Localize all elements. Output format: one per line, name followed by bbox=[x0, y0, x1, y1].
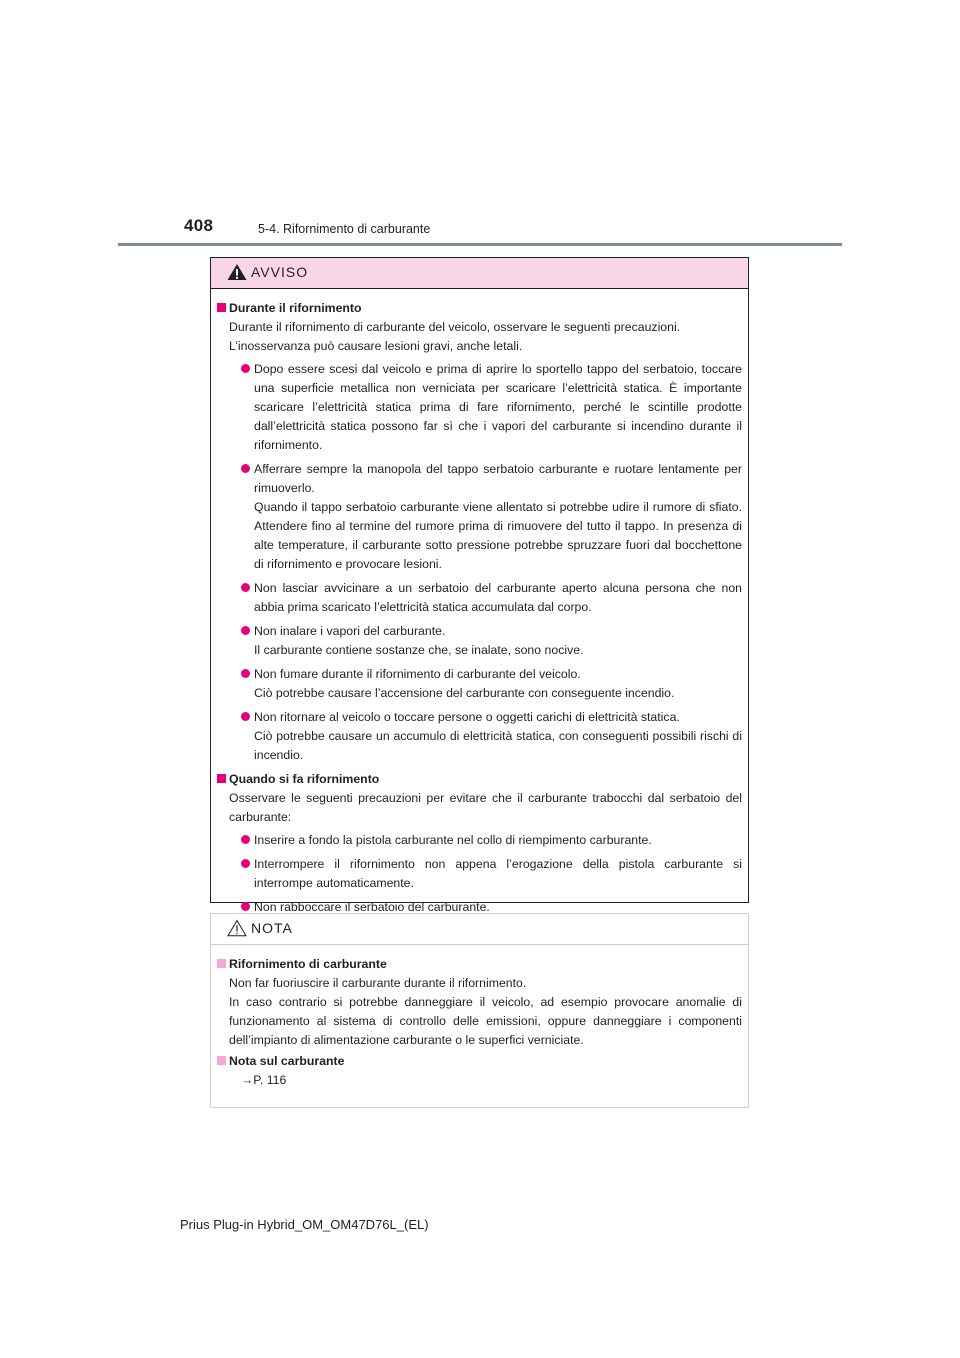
square-bullet-icon bbox=[217, 959, 226, 968]
page-number: 408 bbox=[184, 216, 214, 235]
square-bullet-icon bbox=[217, 303, 226, 312]
section-title: 5-4. Rifornimento di carburante bbox=[258, 222, 431, 236]
bullet-item bbox=[229, 579, 742, 617]
bullet-text: Ciò potrebbe causare un accumulo di elettricità statica, con conseguenti possibili rischi di incendio. bbox=[254, 729, 742, 762]
section-heading: Durante il rifornimento bbox=[229, 301, 362, 315]
body-line: Durante il rifornimento di carburante del veicolo, osservare le seguenti precauzioni. bbox=[229, 320, 681, 334]
section-body bbox=[229, 318, 742, 356]
note-header bbox=[211, 914, 748, 945]
note-content bbox=[211, 945, 748, 1090]
bullet-item bbox=[229, 708, 742, 765]
bullet-text: Non lasciar avvicinare a un serbatoio del carburante aperto alcuna persona che non abbia prima scaricato l’elettricità statica accumulata dal corpo. bbox=[254, 581, 742, 614]
body-line: Non far fuoriuscire il carburante durante il rifornimento. bbox=[229, 976, 527, 990]
section-heading: Rifornimento di carburante bbox=[229, 957, 387, 971]
body-line: L’inosservanza può causare lesioni gravi, anche letali. bbox=[229, 339, 523, 353]
bullet-text: Il carburante contiene sostanze che, se inalate, sono nocive. bbox=[254, 643, 584, 657]
square-bullet-icon bbox=[217, 1056, 226, 1065]
warning-section bbox=[217, 770, 742, 917]
bullet-text: Afferrare sempre la manopola del tappo serbatoio carburante e ruotare lentamente per rimuoverlo. bbox=[254, 462, 742, 495]
body-line: Osservare le seguenti precauzioni per evitare che il carburante trabocchi dal serbatoio del carburante: bbox=[229, 791, 742, 824]
bullet-text: Non fumare durante il rifornimento di carburante del veicolo. bbox=[254, 667, 581, 681]
caution-outline-icon bbox=[227, 919, 247, 937]
bullet-text: Non ritornare al veicolo o toccare persone o oggetti carichi di elettricità statica. bbox=[254, 710, 680, 724]
bullet-item bbox=[229, 831, 742, 850]
bullet-text: Dopo essere scesi dal veicolo e prima di aprire lo sportello tappo del serbatoio, toccare una superficie metallica non verniciata per scaricare l’elettricità statica. È importante scaricare l’elettricità statica prima di fare rifornimento, perché le scintille prodotte dall’elettricità statica possono far sì che i vapori del carburante si incendino durante il rifornimento. bbox=[254, 362, 742, 452]
bullet-item bbox=[229, 855, 742, 893]
note-section bbox=[217, 1052, 742, 1090]
bullet-list bbox=[229, 831, 742, 917]
warning-triangle-icon bbox=[227, 263, 247, 281]
bullet-text: Interrompere il rifornimento non appena l’erogazione della pistola carburante si interrompe automaticamente. bbox=[254, 857, 742, 890]
round-bullet-icon bbox=[241, 464, 250, 473]
bullet-item bbox=[229, 360, 742, 455]
note-box bbox=[210, 913, 749, 1108]
warning-label: AVVISO bbox=[251, 264, 309, 280]
page-reference-link[interactable]: →P. 116 bbox=[241, 1073, 287, 1087]
round-bullet-icon bbox=[241, 583, 250, 592]
section-body bbox=[229, 1071, 742, 1090]
note-section bbox=[217, 955, 742, 1050]
header-divider bbox=[118, 243, 842, 246]
round-bullet-icon bbox=[241, 669, 250, 678]
round-bullet-icon bbox=[241, 364, 250, 373]
document-footer: Prius Plug-in Hybrid_OM_OM47D76L_(EL) bbox=[180, 1217, 429, 1232]
warning-box bbox=[210, 257, 749, 914]
section-heading: Nota sul carburante bbox=[229, 1054, 345, 1068]
warning-section bbox=[217, 299, 742, 765]
square-bullet-icon bbox=[217, 774, 226, 783]
section-body bbox=[229, 789, 742, 827]
note-label: NOTA bbox=[251, 920, 293, 936]
bullet-text: Inserire a fondo la pistola carburante nel collo di riempimento carburante. bbox=[254, 833, 652, 847]
round-bullet-icon bbox=[241, 859, 250, 868]
round-bullet-icon bbox=[241, 712, 250, 721]
warning-header bbox=[211, 258, 748, 289]
bullet-item bbox=[229, 622, 742, 660]
warning-content bbox=[211, 289, 748, 917]
round-bullet-icon bbox=[241, 902, 250, 911]
bullet-item bbox=[229, 665, 742, 703]
section-body bbox=[229, 974, 742, 1050]
bullet-text: Non rabboccare il serbatoio del carburante. bbox=[254, 900, 490, 914]
bullet-list bbox=[229, 360, 742, 765]
bullet-item bbox=[229, 460, 742, 574]
bullet-text: Ciò potrebbe causare l’accensione del carburante con conseguente incendio. bbox=[254, 686, 675, 700]
round-bullet-icon bbox=[241, 835, 250, 844]
section-heading: Quando si fa rifornimento bbox=[229, 772, 380, 786]
bullet-text: Non inalare i vapori del carburante. bbox=[254, 624, 446, 638]
round-bullet-icon bbox=[241, 626, 250, 635]
bullet-text: Quando il tappo serbatoio carburante viene allentato si potrebbe udire il rumore di sfiato. Attendere fino al termine del rumore prima di rimuovere del tutto il tappo. In presenza di alte temperature, il carburante sotto pressione potrebbe spruzzare fuori dal bocchettone di rifornimento e provocare lesioni. bbox=[254, 500, 742, 571]
body-line: In caso contrario si potrebbe danneggiare il veicolo, ad esempio provocare anomalie di funzionamento al sistema di controllo delle emissioni, oppure danneggiare i componenti dell’impianto di alimentazione carburante o le superfici verniciate. bbox=[229, 995, 742, 1047]
